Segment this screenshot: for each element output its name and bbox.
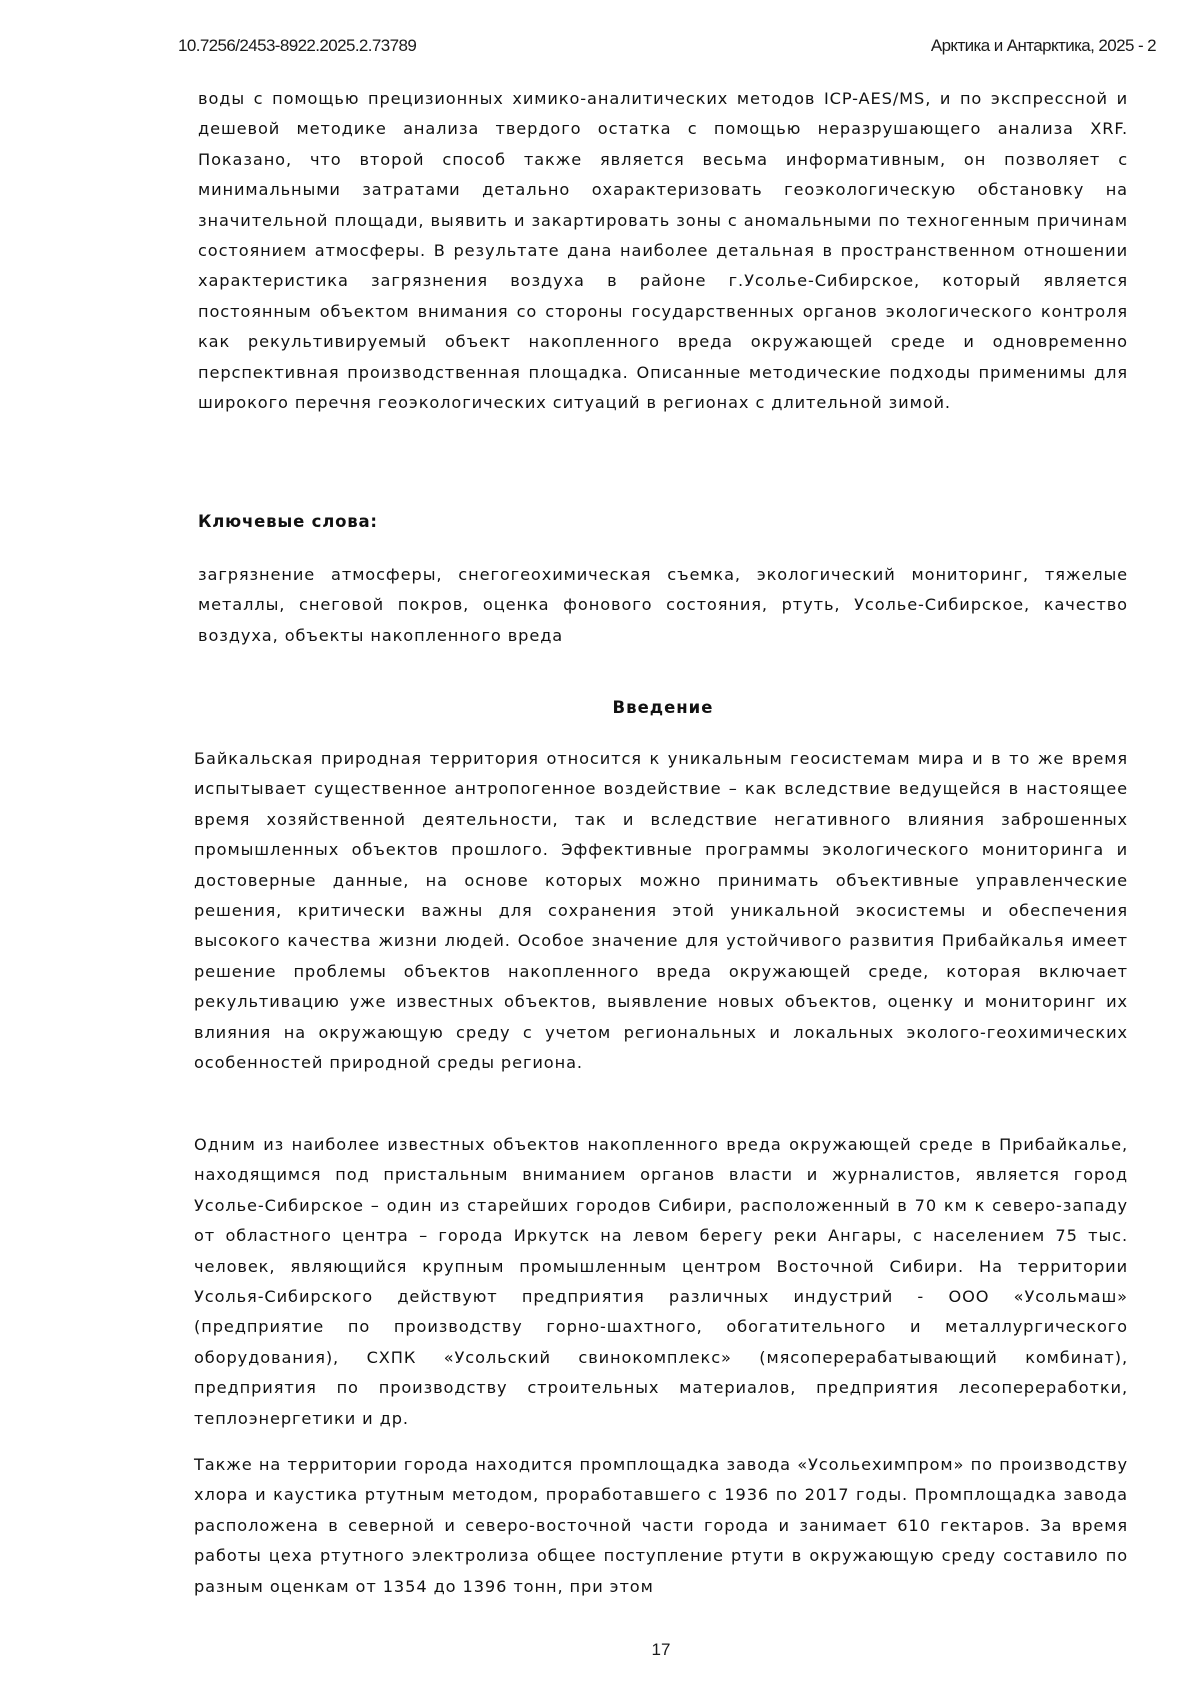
doi-label: 10.7256/2453-8922.2025.2.73789 <box>178 36 417 55</box>
keywords-list: загрязнение атмосферы, снегогеохимическая съемка, экологический мониторинг, тяжелые металлы, снеговой покров, оценка фонового состояния, ртуть, Усолье-Сибирское, качество воздуха, объекты накопленного вреда <box>198 565 1128 645</box>
introduction-heading: Введение <box>612 698 714 717</box>
introduction-paragraph-2: Одним из наиболее известных объектов накопленного вреда окружающей среде в Прибайкалье, находящимся под пристальным вниманием органов власти и журналистов, является город Усолье-Сибирское – один из старейших городов Сибири, расположенный в 70 км к северо-западу от областного центра – города Иркутск на левом берегу реки Ангары, с населением 75 тыс. человек, являющийся крупным промышленным центром Восточной Сибири. На территории Усолья-Сибирского действуют предприятия различных индустрий - ООО «Усольмаш» (предприятие по производству горно-шахтного, обогатительного и металлургического оборудования), СХПК «Усольский свинокомплекс» (мясоперерабатывающий комбинат), предприятия по производству строительных материалов, предприятия лесопереработки, теплоэнергетики и др. <box>194 1135 1128 1428</box>
running-header <box>178 36 1156 60</box>
introduction-paragraph-3: Также на территории города находится промплощадка завода «Усольехимпром» по производству хлора и каустика ртутным методом, проработавшего с 1936 по 2017 годы. Промплощадка завода расположена в северной и северо-восточной части города и занимает 610 гектаров. За время работы цеха ртутного электролиза общее поступление ртути в окружающую среду составило по разным оценкам от 1354 до 1396 тонн, при этом <box>194 1455 1128 1596</box>
journal-issue-label: Арктика и Антарктика, 2025 - 2 <box>930 36 1156 55</box>
abstract-continuation: воды с помощью прецизионных химико-аналитических методов ICP-AES/MS, и по экспрессной и дешевой методике анализа твердого остатка с помощью неразрушающего анализа XRF. Показано, что второй способ также является весьма информативным, он позволяет с минимальными затратами детально охарактеризовать геоэкологическую обстановку на значительной площади, выявить и закартировать зоны с аномальными по техногенным причинам состоянием атмосферы. В результате дана наиболее детальная в пространственном отношении характеристика загрязнения воздуха в районе г.Усолье-Сибирское, который является постоянным объектом внимания со стороны государственных органов экологического контроля как рекультивируемый объект накопленного вреда окружающей среде и одновременно перспективная производственная площадка. Описанные методические подходы применимы для широкого перечня геоэкологических ситуаций в регионах с длительной зимой. <box>198 89 1128 413</box>
page-number: 17 <box>651 1640 671 1659</box>
introduction-paragraph-1: Байкальская природная территория относится к уникальным геосистемам мира и в то же время испытывает существенное антропогенное воздействие – как вследствие ведущейся в настоящее время хозяйственной деятельности, так и вследствие негативного влияния заброшенных промышленных объектов прошлого. Эффективные программы экологического мониторинга и достоверные данные, на основе которых можно принимать объективные управленческие решения, критически важны для сохранения этой уникальной экосистемы и обеспечения высокого качества жизни людей. Особое значение для устойчивого развития Прибайкалья имеет решение проблемы объектов накопленного вреда окружающей среде, которая включает рекультивацию уже известных объектов, выявление новых объектов, оценку и мониторинг их влияния на окружающую среду с учетом региональных и локальных эколого-геохимических особенностей природной среды региона. <box>194 749 1128 1073</box>
keywords-heading: Ключевые слова: <box>198 512 378 531</box>
